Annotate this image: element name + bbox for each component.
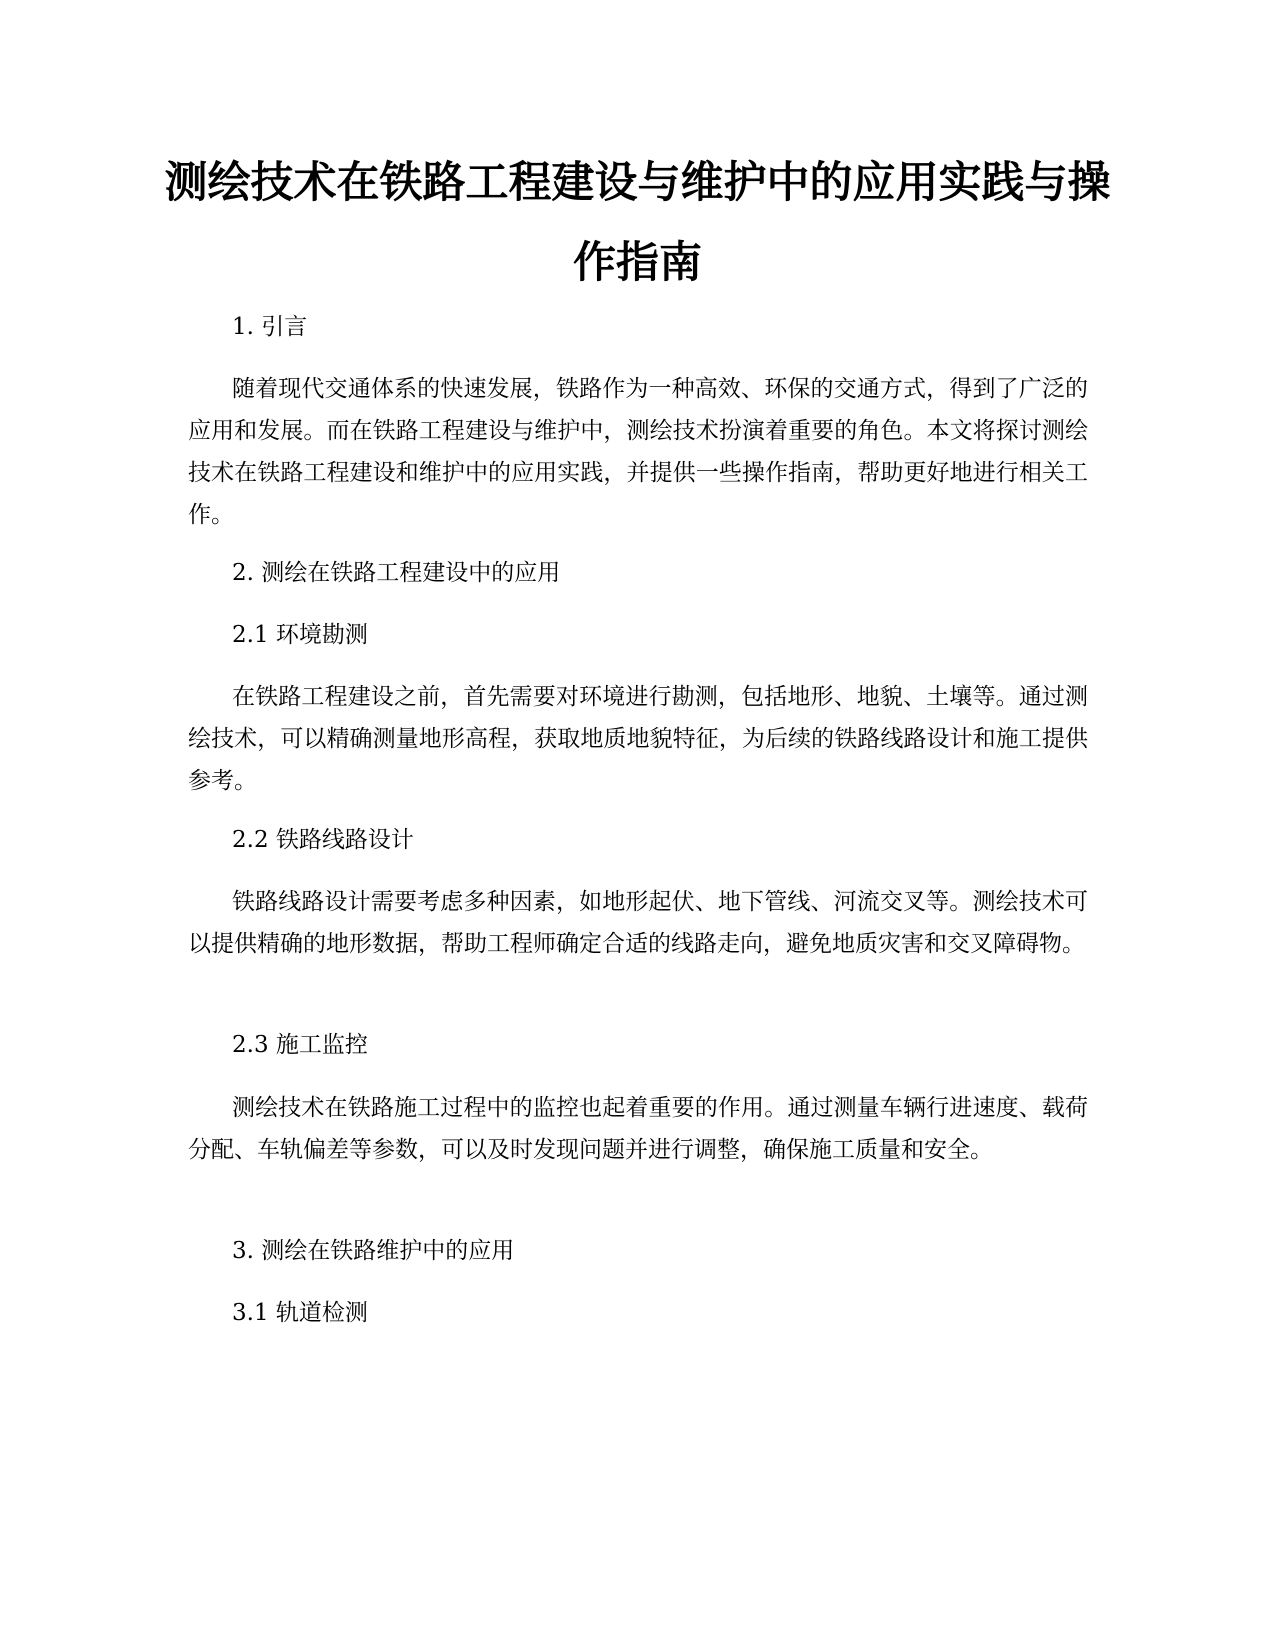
paragraph-route-design: 铁路线路设计需要考虑多种因素，如地形起伏、地下管线、河流交叉等。测绘技术可以提供精确的地形数据，帮助工程师确定合适的线路走向，避免地质灾害和交叉障碍物。 [188,889,1088,957]
paragraph-construction-monitoring: 测绘技术在铁路施工过程中的监控也起着重要的作用。通过测量车辆行进速度、载荷分配、车轨偏差等参数，可以及时发现问题并进行调整，确保施工质量和安全。 [188,1095,1088,1163]
subsection-heading-route-design: 2.2 铁路线路设计 [232,827,414,853]
paragraph-intro: 随着现代交通体系的快速发展，铁路作为一种高效、环保的交通方式，得到了广泛的应用和发展。而在铁路工程建设与维护中，测绘技术扮演着重要的角色。本文将探讨测绘技术在铁路工程建设和维护中的应用实践，并提供一些操作指南，帮助更好地进行相关工作。 [188,376,1088,528]
subsection-heading-track-inspection: 3.1 轨道检测 [232,1300,368,1326]
section-heading-intro: 1. 引言 [232,314,308,340]
subsection-heading-environment-survey: 2.1 环境勘测 [232,622,368,648]
document-title: 测绘技术在铁路工程建设与维护中的应用实践与操作指南 [164,158,1111,288]
section-heading-maintenance: 3. 测绘在铁路维护中的应用 [232,1238,515,1264]
section-heading-construction: 2. 测绘在铁路工程建设中的应用 [232,560,561,586]
subsection-heading-construction-monitoring: 2.3 施工监控 [232,1032,368,1058]
paragraph-environment-survey: 在铁路工程建设之前，首先需要对环境进行勘测，包括地形、地貌、土壤等。通过测绘技术，可以精确测量地形高程，获取地质地貌特征，为后续的铁路线路设计和施工提供参考。 [188,684,1088,794]
